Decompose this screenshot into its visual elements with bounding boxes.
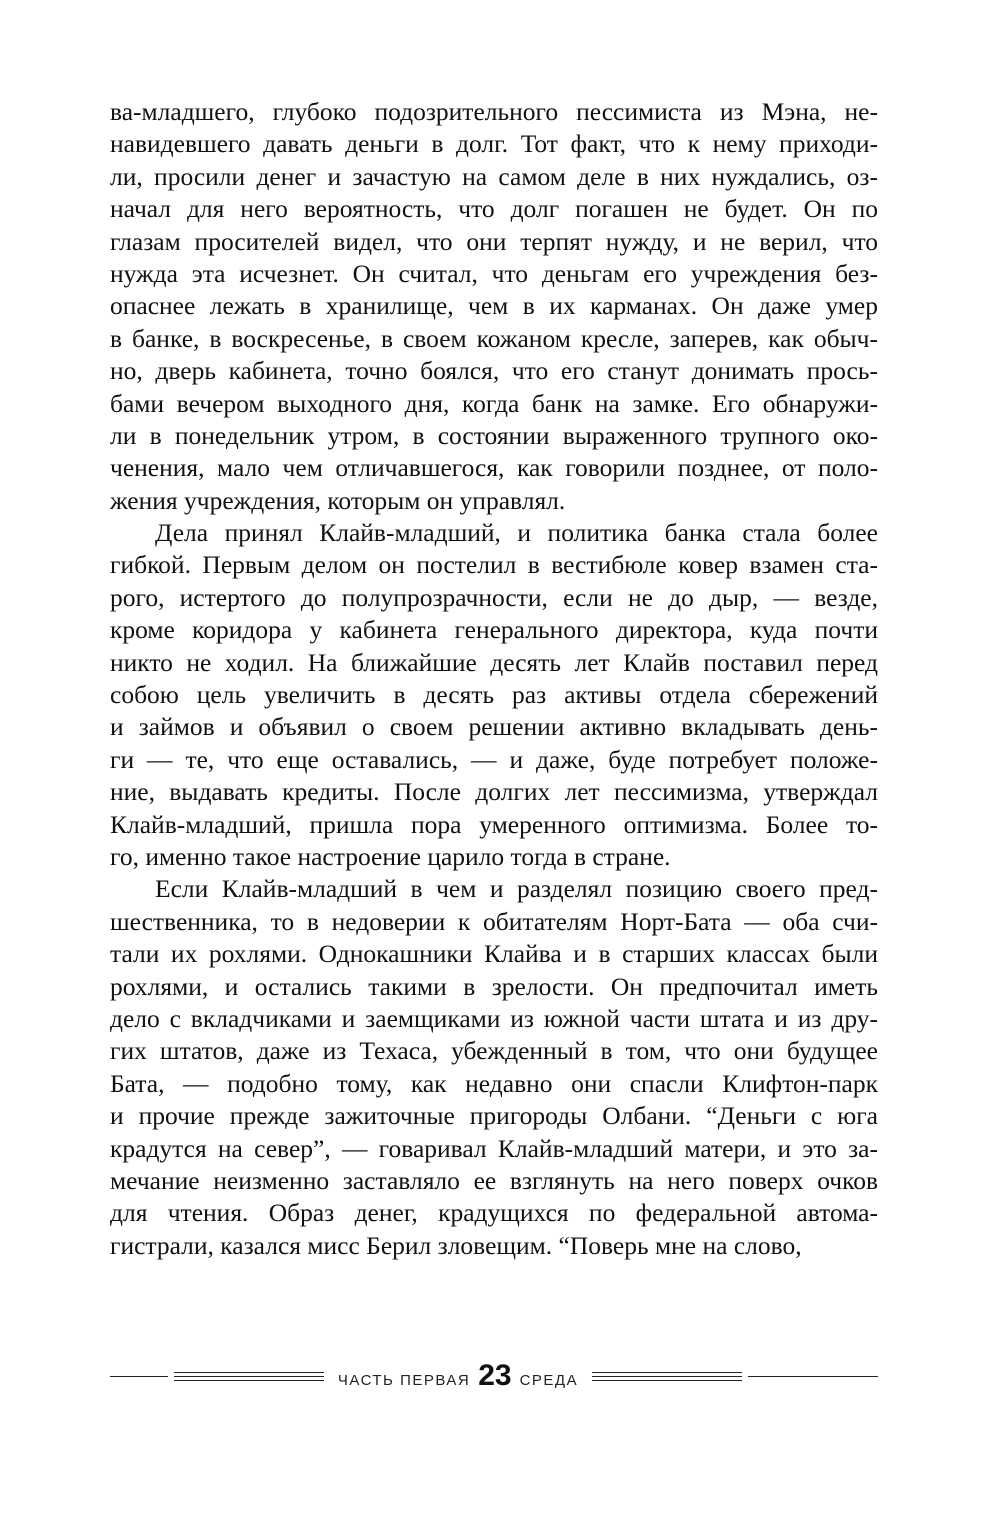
text-line: кроме коридора у кабинета генерального директора, куда почти [110,615,878,645]
text-line: ва-младшего, глубоко подозрительного пессимиста из Мэна, не- [110,97,878,126]
paragraph [110,517,878,873]
text-line: мечание неизменно заставляло ее взглянуть на него поверх очков [110,1165,878,1195]
text-line: тали их рохлями. Однокашники Клайва и в старших классах были [110,939,878,969]
text-line: ченения, мало чем отличавшегося, как говорили позднее, от поло- [110,453,878,483]
page-body [110,96,878,1262]
footer-rule-left [110,1370,324,1382]
text-line: ли в понедельник утром, в состоянии выраженного трупного око- [110,420,878,450]
text-line: Если Клайв-младший в чем и разделял позицию своего пред- [155,874,878,904]
footer-rule-line [110,1376,168,1377]
text-line: ли, просили денег и зачастую на самом деле в них нуждались, оз- [110,161,878,191]
text-line: Бата, — подобно тому, как недавно они спасли Клифтон-парк [110,1068,878,1098]
text-line: глазам просителей видел, что они терпят нужду, и не верил, что [110,226,878,256]
text-line: и займов и объявил о своем решении активно вкладывать день- [110,712,878,742]
running-footer [110,1361,878,1391]
text-line: нужда эта исчезнет. Он считал, что деньгам его учреждения без- [110,258,878,288]
text-line: начал для него вероятность, что долг погашен не будет. Он по [110,194,878,224]
text-line: гибкой. Первым делом он постелил в вестибюле ковер взамен ста- [110,550,878,580]
text-line: жения учреждения, которым он управлял. [110,485,566,515]
footer-rule-triple [174,1372,324,1381]
text-line: никто не ходил. На ближайшие десять лет Клайв поставил перед [110,647,878,677]
paragraph [110,96,878,517]
text-line: бами вечером выходного дня, когда банк на замке. Его обнаружи- [110,388,878,418]
text-line: для чтения. Образ денег, крадущихся по федеральной автома- [110,1198,878,1228]
paragraph [110,873,878,1262]
footer-section-title: СРЕДА [519,1372,579,1389]
text-line: ние, выдавать кредиты. После долгих лет пессимизма, утверждал [110,777,878,807]
footer-part-title: ЧАСТЬ ПЕРВАЯ [337,1372,471,1389]
footer-label [338,1361,578,1391]
footer-rule-line [748,1376,878,1377]
text-line: навидевшего давать деньги в долг. Тот факт, что к нему приходи- [110,129,878,159]
text-line: рого, истертого до полупрозрачности, если не до дыр, — везде, [110,582,878,612]
text-line: шественника, то в недоверии к обитателям Норт-Бата — оба счи- [110,906,878,936]
text-line: в банке, в воскресенье, в своем кожаном кресле, заперев, как обыч- [110,323,878,353]
text-line: рохлями, и остались такими в зрелости. Он предпочитал иметь [110,971,878,1001]
page-number: 23 [478,1359,512,1392]
text-line: но, дверь кабинета, точно боялся, что его станут донимать прось- [110,356,878,386]
text-line: Дела принял Клайв-младший, и политика банка стала более [155,518,878,548]
text-line: ги — те, что еще оставались, — и даже, буде потребует положе- [110,744,878,774]
text-line: собою цель увеличить в десять раз активы отдела сбережений [110,680,878,710]
text-line: дело с вкладчиками и заемщиками из южной части штата и из дру- [110,1003,878,1033]
text-line: и прочие прежде зажиточные пригороды Олбани. “Деньги с юга [110,1101,878,1131]
text-line: го, именно такое настроение царило тогда в стране. [110,841,671,871]
text-line: опаснее лежать в хранилище, чем в их карманах. Он даже умер [110,291,878,321]
footer-rule-triple [592,1372,742,1381]
text-line: Клайв-младший, пришла пора умеренного оптимизма. Более то- [110,809,878,839]
text-line: крадутся на север”, — говаривал Клайв-младший матери, и это за- [110,1133,878,1163]
footer-rule-right [592,1370,878,1382]
text-line: гистрали, казался мисс Берил зловещим. “Поверь мне на слово, [110,1230,802,1260]
text-line: гих штатов, даже из Техаса, убежденный в том, что они будущее [110,1036,878,1066]
